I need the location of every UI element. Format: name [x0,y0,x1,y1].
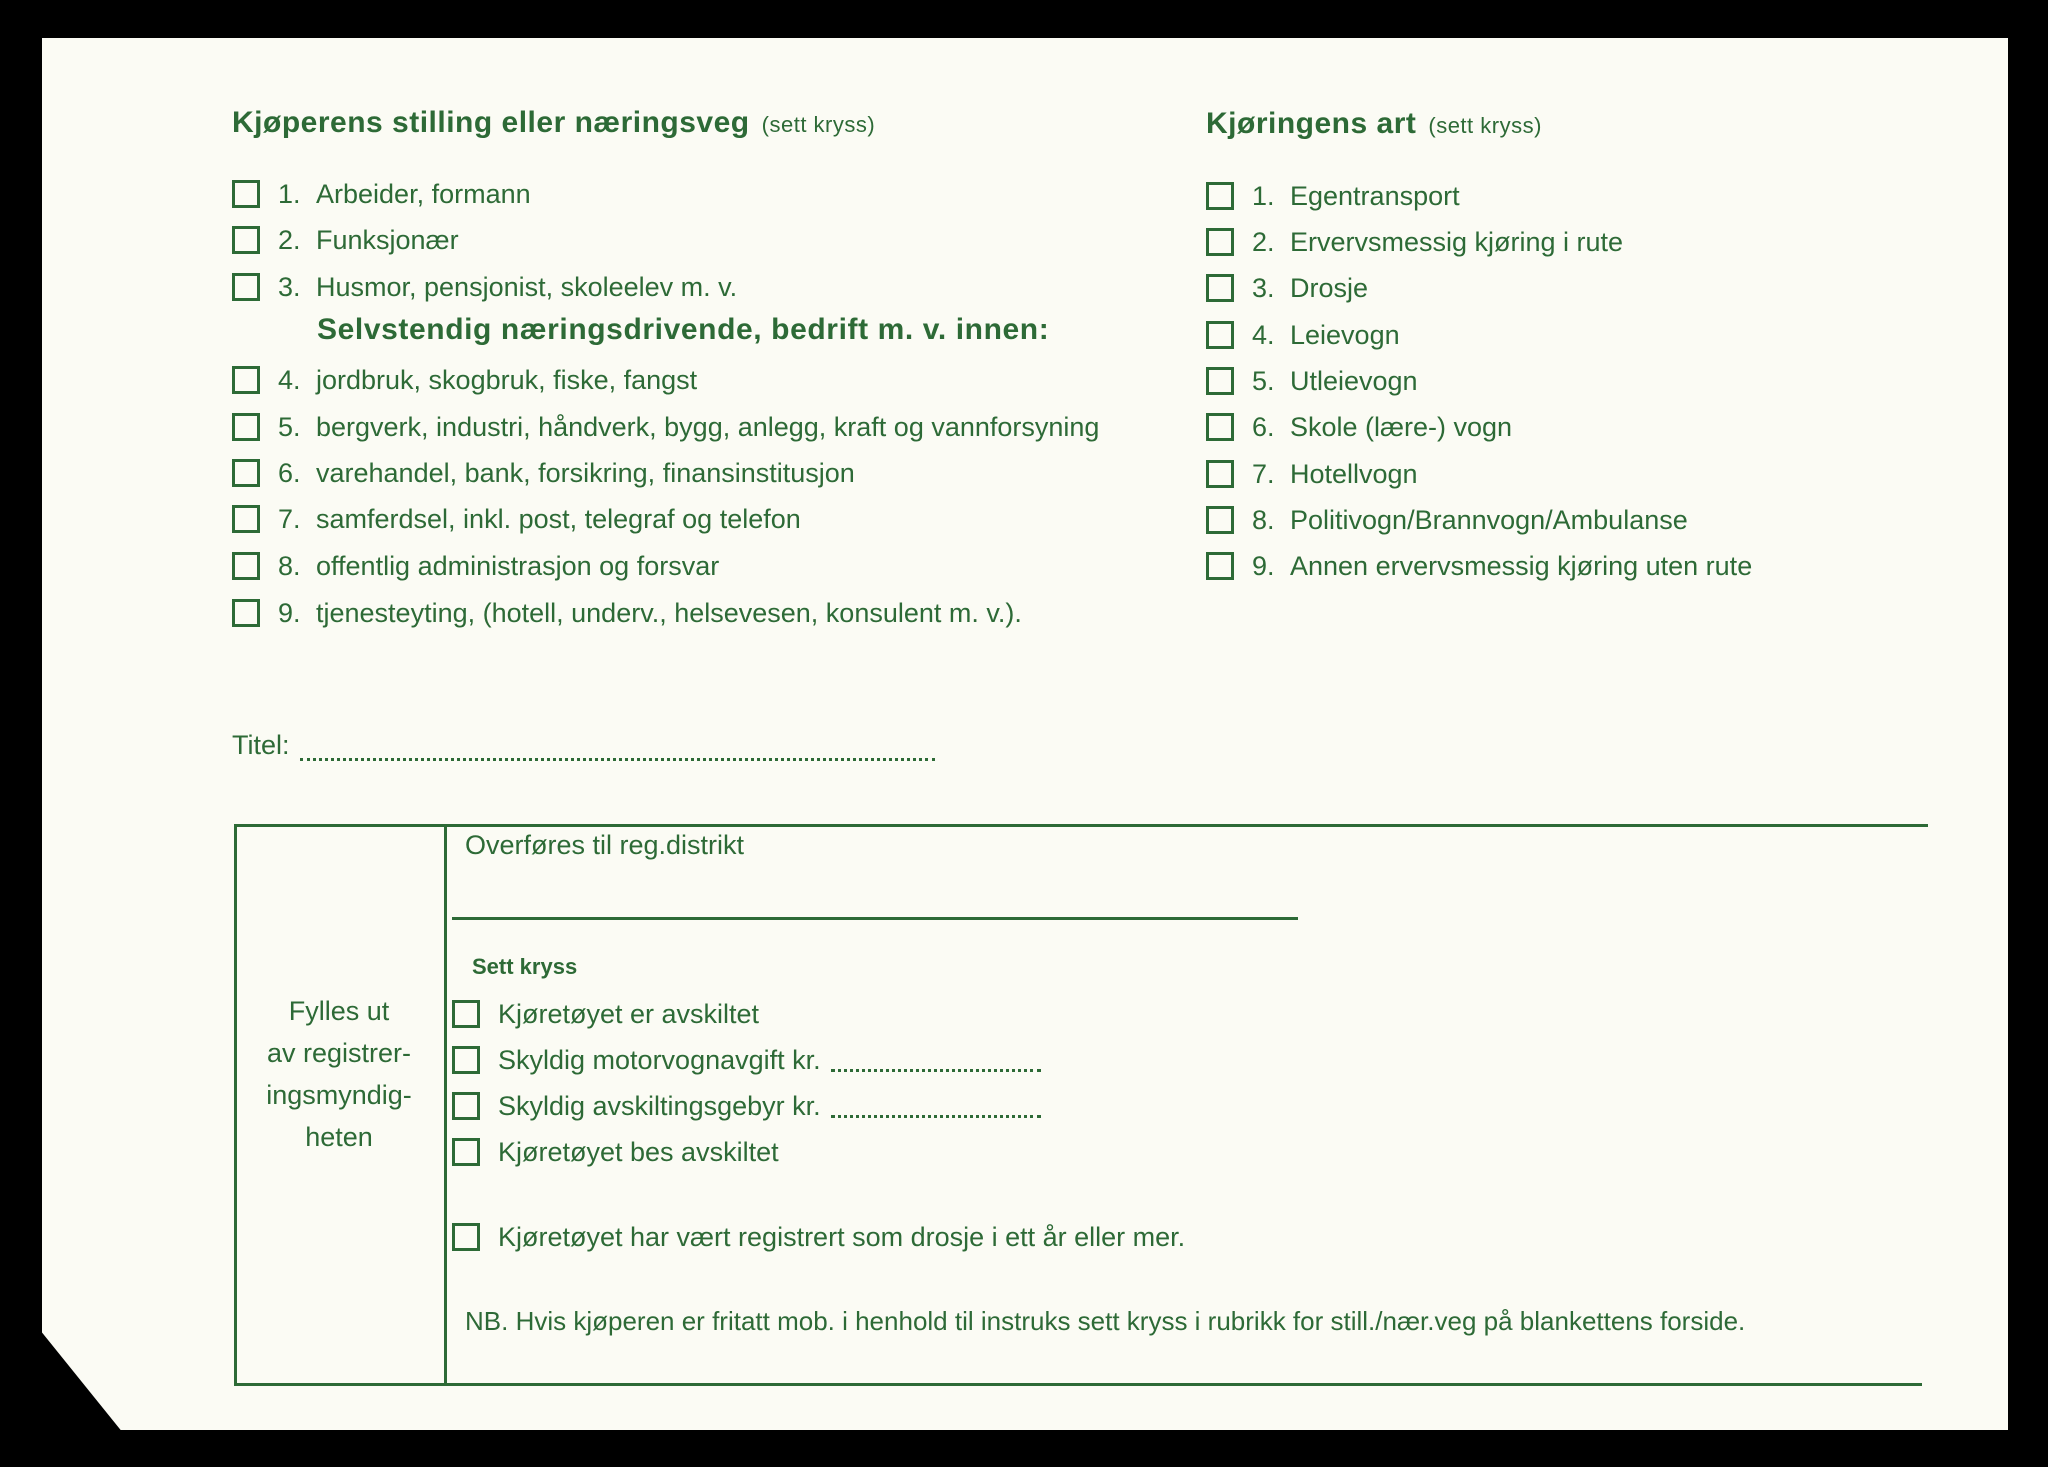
option-label: offentlig administrasjon og forsvar [316,550,720,581]
checkbox[interactable] [232,552,260,580]
checkbox[interactable] [232,273,260,301]
option-number: 2. [1252,226,1275,257]
occupation-option-5[interactable] [232,409,1099,445]
occupation-option-2[interactable] [232,222,459,258]
option-label: Funksjonær [316,224,459,255]
option-number: 6. [1252,411,1275,442]
check-label: Kjøretøyet er avskiltet [498,998,760,1029]
buyer-occupation-heading [232,106,875,140]
option-number: 2. [278,224,301,255]
driving-option-2[interactable] [1206,224,1623,260]
checkbox[interactable] [1206,228,1234,256]
driving-option-5[interactable] [1206,363,1418,399]
driving-option-9[interactable] [1206,548,1752,584]
amount-dotted-line[interactable] [831,1049,1041,1072]
occupation-option-8[interactable] [232,548,719,584]
option-label: Skole (lære-) vogn [1290,411,1513,442]
box-left-border [234,826,237,1384]
option-number: 1. [278,178,301,209]
option-number: 4. [278,364,301,395]
option-number: 9. [1252,550,1275,581]
checkbox[interactable] [1206,506,1234,534]
check-deregistration-fee-owed[interactable] [452,1088,1041,1124]
checkbox[interactable] [452,1223,480,1251]
occupation-option-4[interactable] [232,362,697,398]
option-label: Ervervsmessig kjøring i rute [1290,226,1624,257]
check-vehicle-tax-owed[interactable] [452,1042,1041,1078]
check-label: Skyldig motorvognavgift kr. [498,1044,821,1075]
title-dotted-line[interactable] [300,738,935,761]
option-label: varehandel, bank, forsikring, finansinstitusjon [316,457,855,488]
checkbox[interactable] [1206,182,1234,210]
buyer-occupation-title: Kjøperens stilling eller næringsveg [232,106,750,139]
nb-note: NB. Hvis kjøperen er fritatt mob. i henhold til instruks sett kryss i rubrikk for still./nær.veg på blankettens forside. [465,1306,1746,1336]
driving-option-1[interactable] [1206,178,1460,214]
checkbox[interactable] [1206,460,1234,488]
option-number: 9. [278,597,301,628]
title-field-label: Titel: [232,730,290,760]
check-label: Skyldig avskiltingsgebyr kr. [498,1090,821,1121]
checkbox[interactable] [1206,321,1234,349]
checkbox[interactable] [452,1046,480,1074]
checkbox[interactable] [452,1138,480,1166]
checkbox[interactable] [232,459,260,487]
driving-option-8[interactable] [1206,502,1688,538]
option-number: 6. [278,457,301,488]
occupation-option-3[interactable] [232,269,737,305]
option-number: 1. [1252,180,1275,211]
option-label: Utleievogn [1290,365,1418,396]
transfer-line[interactable] [452,917,1298,920]
side-label-line: Fylles ut [288,996,390,1026]
title-field[interactable] [232,730,935,761]
checkbox[interactable] [1206,274,1234,302]
option-label: Husmor, pensjonist, skoleelev m. v. [316,271,738,302]
checkbox[interactable] [232,599,260,627]
option-label: Egentransport [1290,180,1460,211]
transfer-label: Overføres til reg.distrikt [465,830,745,860]
checkbox[interactable] [1206,552,1234,580]
option-label: jordbruk, skogbruk, fiske, fangst [316,364,698,395]
driving-type-title: Kjøringens art [1206,107,1417,140]
check-deregistered[interactable] [452,996,759,1032]
option-label: Hotellvogn [1290,458,1418,489]
occupation-option-6[interactable] [232,455,855,491]
option-label: Drosje [1290,272,1369,303]
occupation-option-7[interactable] [232,501,801,537]
option-number: 7. [1252,458,1275,489]
option-number: 8. [1252,504,1275,535]
box-bottom-border [234,1383,1922,1386]
checkbox[interactable] [452,1000,480,1028]
checkbox[interactable] [452,1092,480,1120]
option-number: 5. [1252,365,1275,396]
checkbox[interactable] [1206,367,1234,395]
occupation-option-1[interactable] [232,176,531,212]
occupation-option-9[interactable] [232,595,1022,631]
box-top-border [234,824,1928,827]
side-label-line: heten [305,1122,373,1152]
option-number: 8. [278,550,301,581]
driving-type-note: (sett kryss) [1428,113,1542,138]
option-label: tjenesteyting, (hotell, underv., helsevesen, konsulent m. v.). [316,597,1022,628]
checkbox[interactable] [232,226,260,254]
checkbox[interactable] [232,366,260,394]
option-label: Leievogn [1290,319,1400,350]
check-request-deregistration[interactable] [452,1134,779,1170]
buyer-occupation-note: (sett kryss) [761,112,876,137]
checkbox[interactable] [232,505,260,533]
check-taxi-registered[interactable] [452,1219,1185,1255]
driving-option-7[interactable] [1206,456,1418,492]
side-label-line: ingsmyndig- [266,1080,412,1110]
option-label: Politivogn/Brannvogn/Ambulanse [1290,504,1688,535]
driving-option-3[interactable] [1206,270,1368,306]
option-number: 5. [278,411,301,442]
driving-option-6[interactable] [1206,409,1512,445]
check-label: Kjøretøyet bes avskiltet [498,1136,779,1167]
option-number: 3. [278,271,301,302]
checkbox[interactable] [1206,413,1234,441]
check-label: Kjøretøyet har vært registrert som drosje i ett år eller mer. [498,1221,1186,1252]
box-divider [444,826,447,1384]
registration-authority-label [244,990,434,1158]
driving-option-4[interactable] [1206,317,1400,353]
option-label: Arbeider, formann [316,178,531,209]
checkbox[interactable] [232,413,260,441]
amount-dotted-line[interactable] [831,1095,1041,1118]
option-label: samferdsel, inkl. post, telegraf og telefon [316,503,801,534]
side-label-line: av registrer- [266,1038,412,1068]
option-number: 3. [1252,272,1275,303]
option-label: Annen ervervsmessig kjøring uten rute [1290,550,1753,581]
check-note: Sett kryss [472,954,578,979]
self-employed-subheading: Selvstendig næringsdrivende, bedrift m. v. innen: [317,313,1050,346]
driving-type-heading [1206,107,1542,141]
checkbox[interactable] [232,180,260,208]
option-label: bergverk, industri, håndverk, bygg, anlegg, kraft og vannforsyning [316,411,1100,442]
option-number: 4. [1252,319,1275,350]
option-number: 7. [278,503,301,534]
